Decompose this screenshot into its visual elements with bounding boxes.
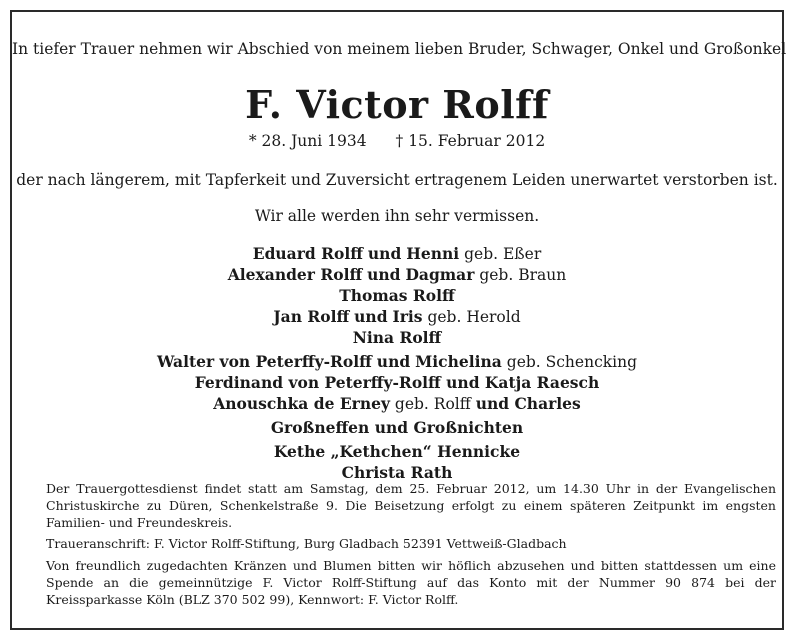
death-date: † 15. Februar 2012 bbox=[395, 132, 546, 150]
mourner-name: Ferdinand von Peterffy-Rolff und Katja Raesch bbox=[194, 373, 600, 392]
maiden-name: geb. Schencking bbox=[506, 353, 638, 371]
service-paragraph bbox=[46, 480, 776, 531]
missed-line: Wir alle werden ihn sehr vermissen. bbox=[254, 207, 540, 225]
family-line-3 bbox=[12, 286, 782, 305]
mourner-name: Dagmar bbox=[405, 265, 475, 284]
mourner-name: Nina Rolff bbox=[352, 328, 442, 347]
mourner-name: Kethe „Kethchen“ Hennicke bbox=[273, 442, 521, 461]
family-line-7 bbox=[12, 373, 782, 392]
maiden-name: geb. Eßer bbox=[464, 245, 542, 263]
connector: und bbox=[376, 352, 411, 371]
mourner-name: Thomas Rolff bbox=[339, 286, 455, 305]
deceased-name: F. Victor Rolff bbox=[245, 82, 549, 127]
connector: und bbox=[367, 244, 402, 263]
address-paragraph bbox=[46, 535, 776, 552]
mourner-name: Henni bbox=[406, 244, 460, 263]
mourner-name: Jan Rolff bbox=[273, 307, 350, 326]
intro-line: In tiefer Trauer nehmen wir Abschied von meinem lieben Bruder, Schwager, Onkel und Großonkel bbox=[12, 40, 787, 58]
address-text: Traueranschrift: F. Victor Rolff-Stiftung, Burg Gladbach 52391 Vettweiß-Gladbach bbox=[46, 536, 567, 551]
maiden-name: geb. Rolff bbox=[394, 395, 471, 413]
family-line-2 bbox=[12, 265, 782, 284]
family-line-8 bbox=[12, 394, 782, 413]
passing-line: der nach längerem, mit Tapferkeit und Zuversicht ertragenem Leiden unerwartet verstorben ist. bbox=[16, 171, 778, 189]
mourner-name: Alexander Rolff bbox=[227, 265, 363, 284]
mourner-name: Michelina bbox=[415, 352, 502, 371]
mourner-name: Christa Rath bbox=[341, 463, 453, 482]
family-line-9 bbox=[12, 418, 782, 437]
mourner-name: Iris bbox=[392, 307, 423, 326]
life-dates bbox=[12, 132, 782, 150]
maiden-name: geb. Braun bbox=[479, 266, 567, 284]
connector: und bbox=[354, 307, 388, 326]
family-line-6 bbox=[12, 352, 782, 371]
mourner-group: Großneffen und Großnichten bbox=[270, 418, 524, 437]
donation-text: Von freundlich zugedachten Kränzen und Blumen bitten wir höflich abzusehen und bitten stattdessen um eine Spende an die gemeinnützige F. Victor Rolff-Stiftung auf das Konto mit der Nummer 90 874 bei der Kreissparkasse Köln (BLZ 370 502 99), Kennwort: F. Victor Rolff. bbox=[46, 558, 776, 607]
family-line-5 bbox=[12, 328, 782, 347]
connector: und bbox=[367, 265, 401, 284]
obituary-notice bbox=[10, 10, 787, 630]
family-line-1 bbox=[12, 244, 782, 263]
family-line-4 bbox=[12, 307, 782, 326]
service-text: Der Trauergottesdienst findet statt am Samstag, dem 25. Februar 2012, um 14.30 Uhr in der Evangelischen Christuskirche zu Düren, Schenkelstraße 9. Die Beisetzung erfolgt zu einem späteren Zeitpunkt im engsten Familien- und Freundeskreis. bbox=[46, 481, 776, 530]
mourner-name: Eduard Rolff bbox=[252, 244, 363, 263]
mourner-name: und Charles bbox=[475, 394, 581, 413]
maiden-name: geb. Herold bbox=[427, 308, 521, 326]
family-line-10 bbox=[12, 442, 782, 461]
mourner-name: Anouschka de Erney bbox=[213, 394, 390, 413]
mourner-name: Walter von Peterffy-Rolff bbox=[156, 352, 372, 371]
donation-paragraph bbox=[46, 557, 776, 608]
birth-date: * 28. Juni 1934 bbox=[248, 132, 367, 150]
